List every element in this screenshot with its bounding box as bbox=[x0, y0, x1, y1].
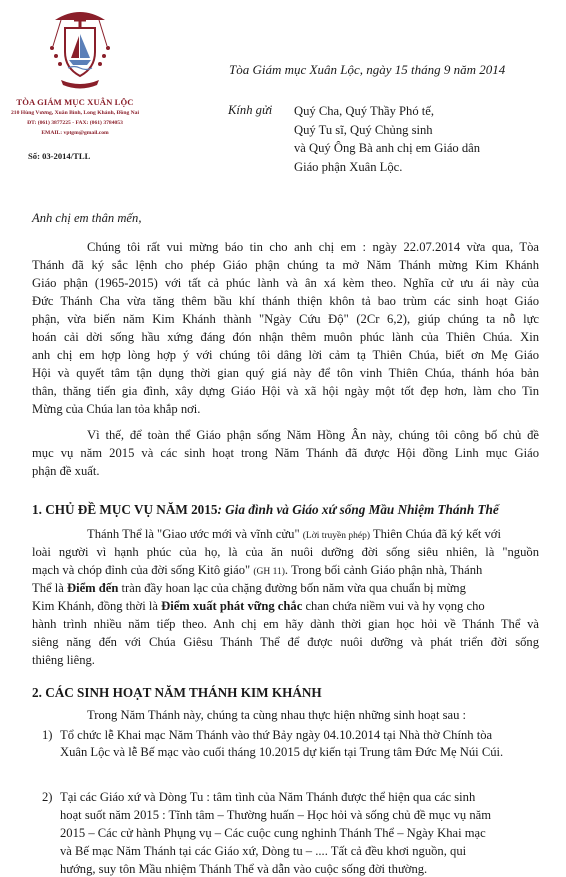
recipient-label: Kính gửi bbox=[228, 103, 273, 117]
paragraph-line bbox=[87, 527, 501, 544]
text-span: Thánh Thể là "Giao ước mới và vĩnh cửu" bbox=[87, 527, 303, 541]
greeting: Anh chị em thân mến, bbox=[32, 211, 142, 225]
list-line: Tại các Giáo xứ và Dòng Tu : tâm tình của Năm Thánh được thể hiện qua các sinh bbox=[60, 790, 476, 804]
paragraph-line bbox=[32, 581, 466, 596]
paragraph-line: thiêng liêng. bbox=[32, 653, 95, 667]
paragraph-line: anh chị em hợp lòng hợp ý với chúng tôi dâng lời cảm tạ Thiên Chúa, biết ơn Mẹ Giáo bbox=[32, 348, 539, 362]
list-line: hướng, suy tôn Mầu nhiệm Thánh Thể và dẫn vào cuộc sống đời thường. bbox=[60, 862, 428, 876]
org-email: EMAIL: vptgm@gmail.com bbox=[41, 130, 109, 136]
org-name: TÒA GIÁM MỤC XUÂN LỘC bbox=[16, 97, 134, 107]
citation: (GH 11) bbox=[253, 567, 285, 577]
text-span: Thiên Chúa đã ký kết với bbox=[370, 527, 501, 541]
paragraph-line: loài người vì hạnh phúc của họ, là của ăn nuôi dưỡng đời sống siêu nhiên, là "nguồn bbox=[32, 545, 539, 559]
paragraph-line: phận, vừa biến năm Kim Khánh thành "Ngày Cứu Độ" (2Cr 6,2), giúp chúng ta nỗ lực bbox=[32, 312, 539, 326]
paragraph-line: hành trình nhiều năm tiếp theo. Anh chị em hãy dành thời gian học hỏi về Thánh Thể và bbox=[32, 617, 539, 631]
text-span: Thể là bbox=[32, 581, 67, 595]
paragraph-line bbox=[32, 563, 482, 580]
emphasis: Điểm đến bbox=[66, 581, 119, 595]
paragraph-line bbox=[32, 599, 485, 614]
list-line: và Bế mạc Năm Thánh tại các Giáo xứ, Dòng tu – .... Tất cả đều khơi nguồn, qui bbox=[60, 844, 467, 858]
text-span: chan chứa niềm vui và hy vọng cho bbox=[302, 599, 485, 613]
list-number: 2) bbox=[42, 790, 53, 804]
paragraph-line: Giáo phận (1965-2015) với tất cả phúc lành và ân xá kèm theo. Nghĩa cử ưu ái này của bbox=[32, 276, 539, 290]
text-span: . Trong bối cảnh Giáo phận nhà, Thánh bbox=[284, 563, 483, 577]
emphasis: Điểm xuất phát vững chắc bbox=[161, 599, 303, 613]
org-phone: ĐT: (061) 3877225 - FAX: (061) 3784053 bbox=[27, 120, 123, 126]
paragraph-line: Mừng của Chúa lan tỏa khắp nơi. bbox=[32, 402, 201, 416]
text-span: tràn đầy hoan lạc của chặng đường bốn năm vừa qua chuẩn bị mừng bbox=[118, 581, 466, 595]
text-span: mạch và chóp đỉnh của đời sống Kitô giáo" bbox=[32, 563, 254, 577]
section-1-heading bbox=[32, 502, 499, 517]
paragraph-line: Thánh đã ký sắc lệnh cho phép Giáo phận chúng ta mở Năm Thánh mừng Kim Khánh bbox=[32, 258, 539, 272]
paragraph-line: hoán cải dời sống hầu xứng đáng đón nhận thêm muôn phúc lành của Thiên Chúa. Xin bbox=[32, 330, 539, 344]
paragraph-line: Vì thế, để toàn thể Giáo phận sống Năm Hồng Ân này, chúng tôi công bố chủ đề bbox=[87, 428, 539, 442]
recipient-line: Quý Cha, Quý Thầy Phó tế, bbox=[294, 104, 435, 118]
letterhead bbox=[0, 0, 150, 170]
list-line: hoạt suốt năm 2015 : Tĩnh tâm – Thường huấn – Học hỏi và sống chủ đề mục vụ năm bbox=[60, 808, 492, 822]
recipient-line: Giáo phận Xuân Lộc. bbox=[294, 160, 403, 174]
section-1-theme: : Gia đình và Giáo xứ sống Mầu Nhiệm Thánh Thể bbox=[217, 502, 499, 517]
paragraph-line: mục vụ năm 2015 và các sinh hoạt trong Năm Thánh đã được Hội đồng Linh mục Giáo bbox=[32, 446, 539, 460]
section-2-intro: Trong Năm Thánh này, chúng ta cùng nhau thực hiện những sinh hoạt sau : bbox=[87, 708, 467, 722]
paragraph-line: siêng năng đến với Chúa Giêsu Thánh Thể để được nuôi dưỡng và phát triển đời sống bbox=[32, 635, 539, 649]
paragraph-line: Hội và quyết tâm tận dụng thời gian quý giá này để tôn vinh Thiên Chúa, thánh hóa bản bbox=[32, 366, 539, 380]
paragraph-line: thân, thăng tiến gia đình, xây dựng Giáo Hội và xã hội ngày một tốt đẹp hơn, làm cho Tin bbox=[32, 384, 539, 398]
paragraph-line: phận đề xuất. bbox=[32, 464, 100, 478]
list-line: 2015 – Các cử hành Phụng vụ – Các cuộc cung nghinh Thánh Thể – Ngày Khai mạc bbox=[60, 826, 486, 840]
org-address: 210 Hùng Vương, Xuân Bình, Long Khánh, Đồng Nai bbox=[10, 110, 140, 116]
diocese-seal-icon bbox=[47, 6, 113, 90]
section-2-heading: 2. CÁC SINH HOẠT NĂM THÁNH KIM KHÁNH bbox=[32, 685, 322, 700]
dateline: Tòa Giám mục Xuân Lộc, ngày 15 tháng 9 năm 2014 bbox=[229, 62, 506, 77]
section-1-title: 1. CHỦ ĐỀ MỤC VỤ NĂM 2015 bbox=[32, 502, 218, 517]
paragraph-line: Đức Thánh Cha vừa tăng thêm bầu khí thánh thiện khôn tả bao trùm các sinh hoạt Giáo bbox=[32, 294, 539, 308]
list-line: Xuân Lộc và lễ Bế mạc vào cuối tháng 10.2015 dự kiến tại Trung tâm Đức Mẹ Núi Cúi. bbox=[60, 745, 504, 759]
citation: (Lời truyền phép) bbox=[302, 531, 371, 541]
recipient-line: Quý Tu sĩ, Quý Chủng sinh bbox=[294, 123, 433, 137]
list-line: Tổ chức lễ Khai mạc Năm Thánh vào thứ Bảy ngày 04.10.2014 tại Nhà thờ Chính tòa bbox=[60, 728, 493, 742]
paragraph-line: Chúng tôi rất vui mừng báo tin cho anh chị em : ngày 22.07.2014 vừa qua, Tòa bbox=[87, 240, 539, 254]
list-number: 1) bbox=[42, 728, 53, 742]
recipient-line: và Quý Ông Bà anh chị em Giáo dân bbox=[294, 141, 481, 155]
text-span: Kim Khánh, đồng thời là bbox=[32, 599, 162, 613]
document-number: Số: 03-2014/TLL bbox=[28, 151, 91, 161]
